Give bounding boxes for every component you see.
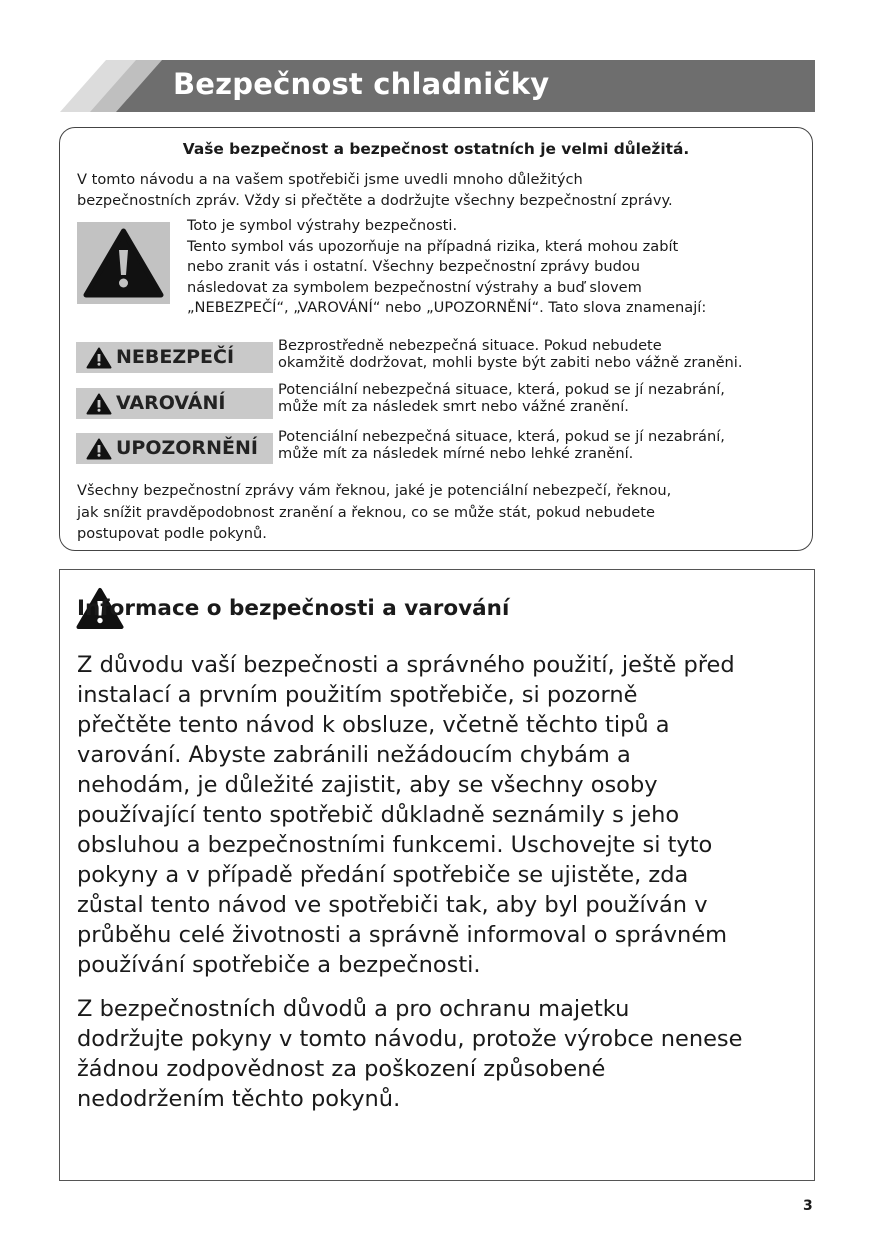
page-number: 3	[803, 1198, 813, 1214]
signal-label-caution: UPOZORNĚNÍ	[76, 433, 273, 464]
safety-headline: Vaše bezpečnost a bezpečnost ostatních je velmi důležitá.	[182, 140, 690, 158]
safety-footer: Všechny bezpečnostní zprávy vám řeknou, jaké je potenciální nebezpečí, řeknou, jak snížit pravděpodobnost zranění a řeknou, co se může stát, pokud nebudete postupovat podle pokynů.	[77, 482, 672, 542]
warning-triangle-icon	[86, 438, 112, 460]
signal-desc-danger: Bezprostředně nebezpečná situace. Pokud nebudete okamžitě dodržovat, mohli byste být zabiti nebo vážně zraněni.	[278, 337, 743, 371]
page-header	[60, 60, 815, 112]
warning-triangle-icon	[86, 347, 112, 369]
safety-symbol-panel	[77, 222, 170, 304]
info-paragraph-1: Z důvodu vaší bezpečnosti a správného použití, ještě před instalací a prvním použitím spotřebiče, si pozorně přečtěte tento návod k obsluze, včetně těchto tipů a varování. Abyste zabránili nežádoucím chybám a nehodám, je důležité zajistit, aby se všechny osoby používající tento spotřebič důkladně seznámily s jeho obsluhou a bezpečnostními funkcemi. Uschovejte si tyto pokyny a v případě předání spotřebiče se ujistěte, zda zůstal tento návod ve spotřebiči tak, aby byl používán v průběhu celé životnosti a správně informoval o správném používání spotřebiče a bezpečnosti.	[77, 652, 735, 978]
safety-intro: V tomto návodu a na vašem spotřebiči jsme uvedli mnoho důležitých bezpečnostních zpráv. Vždy si přečtěte a dodržujte všechny bezpečnostní zprávy.	[77, 171, 673, 209]
warning-triangle-icon	[83, 228, 164, 298]
signal-label-danger: NEBEZPEČÍ	[76, 342, 273, 373]
signal-desc-caution: Potenciální nebezpečná situace, která, pokud se jí nezabrání, může mít za následek mírné nebo lehké zranění.	[278, 428, 725, 462]
info-title: Informace o bezpečnosti a varování	[77, 596, 510, 621]
info-paragraph-2: Z bezpečnostních důvodů a pro ochranu majetku dodržujte pokyny v tomto návodu, protože výrobce nenese žádnou zodpovědnost za poškození způsobené nedodržením těchto pokynů.	[77, 996, 743, 1112]
signal-desc-warning: Potenciální nebezpečná situace, která, pokud se jí nezabrání, může mít za následek smrt nebo vážné zranění.	[278, 381, 725, 415]
safety-notice-box	[59, 127, 813, 551]
symbol-explanation: Toto je symbol výstrahy bezpečnosti. Tento symbol vás upozorňuje na případná rizika, která mohou zabít nebo zranit vás i ostatní. Všechny bezpečnostní zprávy budou následovat za symbolem bezpečnostní výstrahy a buď slovem „NEBEZPEČÍ“, „VAROVÁNÍ“ nebo „UPOZORNĚNÍ“. Tato slova znamenají:	[187, 217, 707, 316]
page-title: Bezpečnost chladničky	[173, 67, 550, 101]
warning-triangle-icon	[86, 393, 112, 415]
signal-label-warning: VAROVÁNÍ	[76, 388, 273, 419]
